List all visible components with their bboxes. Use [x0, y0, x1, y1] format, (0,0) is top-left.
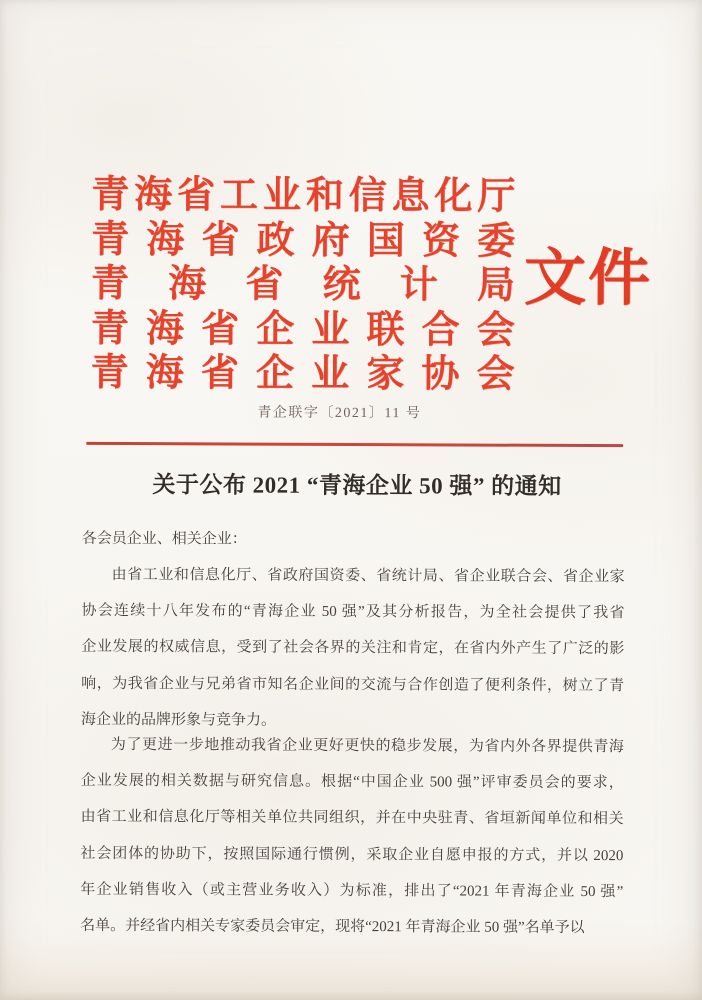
paragraph-2-line-3: 由省工业和信息化厅等相关单位共同组织，并在中央驻青、省垣新闻单位和相关: [80, 809, 624, 828]
paragraph-2-line-6: 名单。并经省内相关专家委员会审定，现将“2021 年青海企业 50 强”名单予以: [80, 917, 585, 936]
letterhead-org-line-1: 青海省工业和信息化厅: [91, 173, 516, 218]
paragraph-1-line-1: 由省工业和信息化厅、省政府国资委、省统计局、省企业联合会、省企业家: [111, 566, 625, 586]
letterhead-org-line-3: 青海省统计局: [90, 262, 516, 307]
document-title: 关于公布 2021 “青海企业 50 强” 的通知: [152, 472, 562, 499]
letterhead: [90, 173, 515, 397]
paragraph-2-line-1: 为了更进一步地推动我省企业更好更快的稳步发展，为省内外各界提供青海: [110, 736, 624, 756]
paragraph-2: [80, 727, 624, 946]
document-number: 青企联字〔2021〕11 号: [257, 405, 422, 422]
paragraph-1-line-2: 协会连续十八年发布的“青海企业 50 强”及其分析报告，为全社会提供了我省: [81, 603, 625, 622]
paragraph-1-line-4: 响，为我省企业与兄弟省市知名企业间的交流与合作创造了便利条件，树立了青: [81, 675, 625, 694]
paragraph-2-line-5: 年企业销售收入（或主营业务收入）为标准，排出了“2021 年青海企业 50 强”: [80, 881, 624, 900]
paragraph-1: [81, 557, 625, 740]
salutation: 各会员企业、相关企业：: [81, 530, 247, 548]
salutation-block: [82, 521, 625, 560]
letterhead-divider-rule: [86, 442, 623, 447]
paragraph-1-line-3: 企业发展的权威信息，受到了社会各界的关注和肯定，在省内外产生了广泛的影: [81, 639, 625, 658]
letterhead-doc-type-label: 文件: [523, 244, 653, 314]
paragraph-1-line-5: 海企业的品牌形象与竞争力。: [81, 711, 277, 729]
letterhead-org-line-4: 青海省企业联合会: [90, 307, 515, 352]
letterhead-org-line-2: 青海省政府国资委: [91, 218, 516, 263]
letterhead-org-line-5: 青海省企业家协会: [90, 351, 515, 396]
paragraph-2-line-2: 企业发展的相关数据与研究信息。根据“中国企业 500 强”评审委员会的要求，: [80, 773, 624, 792]
paragraph-2-line-4: 社会团体的协助下，按照国际通行惯例，采取企业自愿申报的方式，并以 2020: [80, 845, 624, 864]
